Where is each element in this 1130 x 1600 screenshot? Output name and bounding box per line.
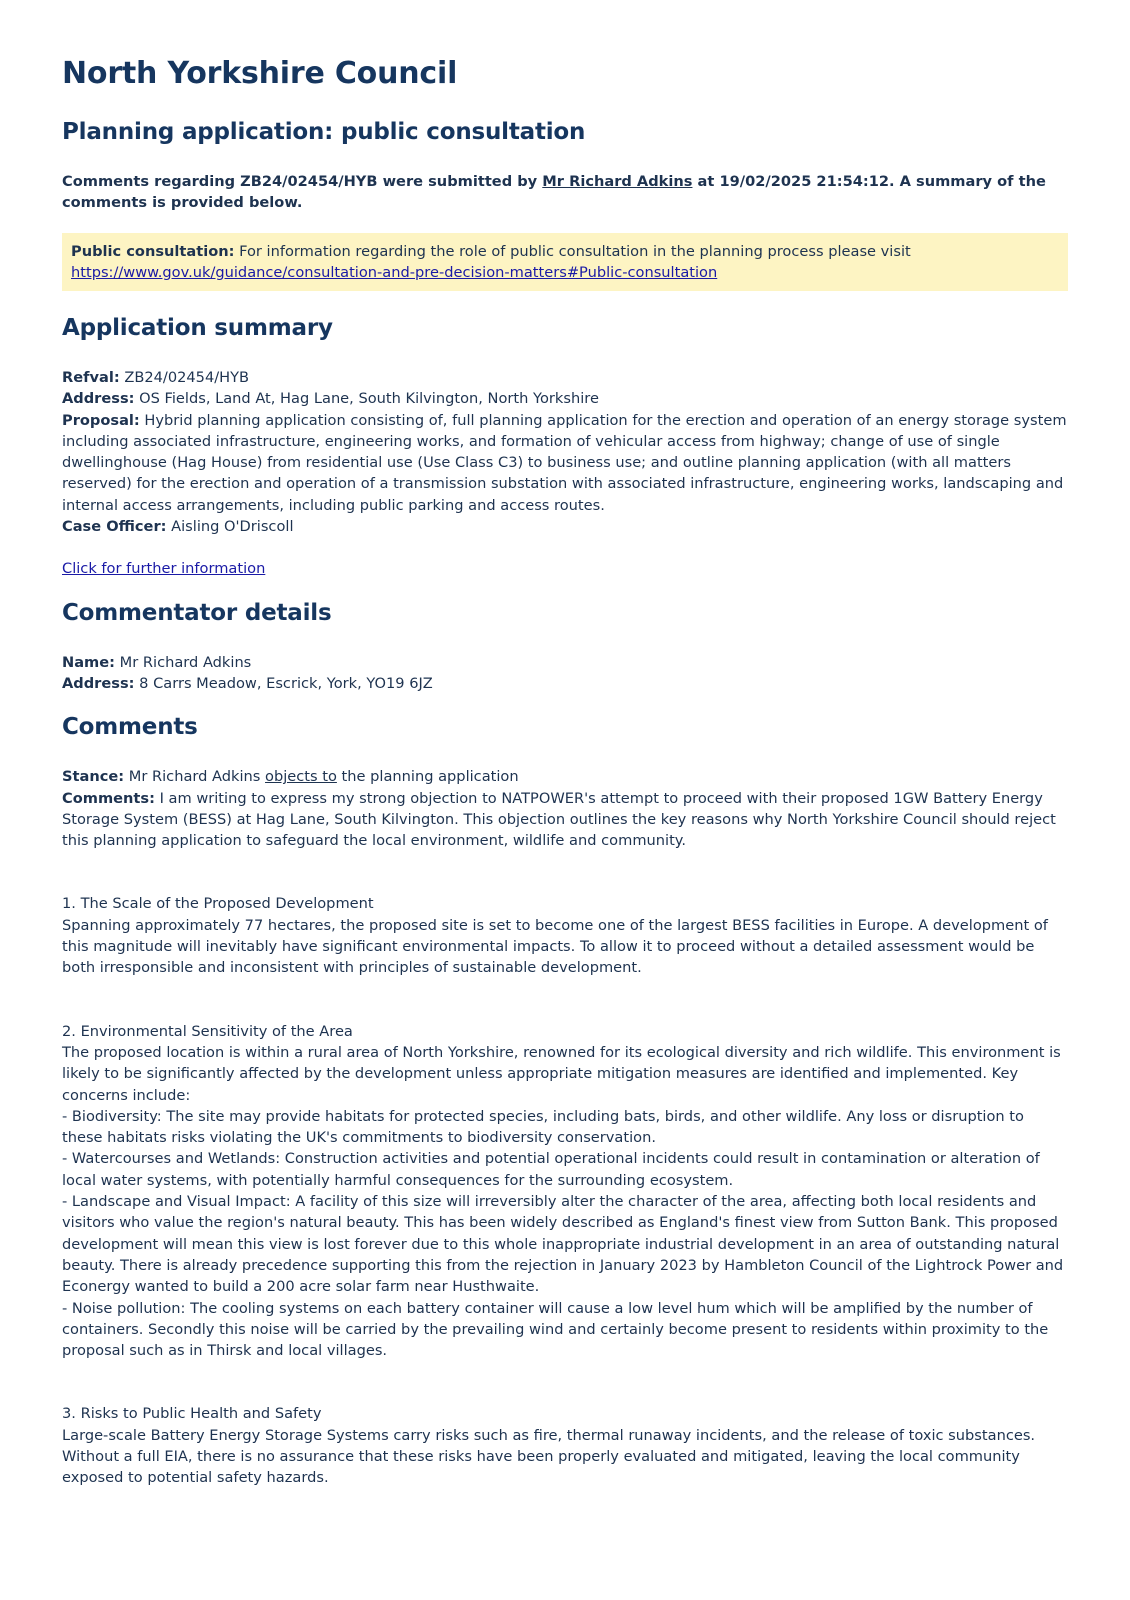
submitter-name-link[interactable]: Mr Richard Adkins xyxy=(542,173,693,190)
consultation-guidance-link[interactable]: https://www.gov.uk/guidance/consultation-and-pre-decision-matters#Public-consultation xyxy=(71,264,718,281)
comments-label: Comments: xyxy=(62,789,155,807)
intro-suffix: at 19/02/2025 21:54:12. A summary of the comments is provided below. xyxy=(62,173,1046,211)
case-officer-value: Aisling O'Driscoll xyxy=(166,518,294,536)
comments-body xyxy=(62,766,1068,1488)
commentator-address-label: Address: xyxy=(62,674,135,692)
stance-name: Mr Richard Adkins xyxy=(124,768,266,786)
address-row xyxy=(62,388,1068,409)
proposal-row xyxy=(62,410,1068,516)
address-value: OS Fields, Land At, Hag Lane, South Kilvington, North Yorkshire xyxy=(134,390,599,408)
stance-label: Stance: xyxy=(62,768,125,786)
notice-text: For information regarding the role of public consultation in the planning process please visit xyxy=(234,243,911,260)
application-summary-heading: Application summary xyxy=(62,315,333,341)
stance-row xyxy=(62,766,1068,787)
section-2-body: The proposed location is within a rural area of North Yorkshire, renowned for its ecological diversity and rich wildlife. This environment is likely to be significantly affected by the development unless appropriate mitigation measures are identified and implemented. Key concerns include: xyxy=(62,1043,1061,1104)
proposal-label: Proposal: xyxy=(62,411,140,429)
section-3-title: 3. Risks to Public Health and Safety xyxy=(62,1405,322,1423)
case-officer-label: Case Officer: xyxy=(62,518,167,536)
commentator-heading: Commentator details xyxy=(62,599,332,626)
address-label: Address: xyxy=(62,390,135,408)
section-2-title: 2. Environmental Sensitivity of the Area xyxy=(62,1022,353,1040)
commentator-details xyxy=(62,652,1068,695)
case-officer-row xyxy=(62,516,1068,537)
section-1-title: 1. The Scale of the Proposed Development xyxy=(62,895,374,913)
notice-label: Public consultation: xyxy=(71,243,235,260)
stance-verb: objects to xyxy=(265,768,337,786)
section-2-bullet-watercourses: - Watercourses and Wetlands: Construction activities and potential operational incidents could result in contamination or alteration of local water systems, with potentially harmful consequences for the surrounding ecosystem. xyxy=(62,1150,1040,1189)
comments-heading: Comments xyxy=(62,714,198,741)
section-3-body: Large-scale Battery Energy Storage Systems carry risks such as fire, thermal runaway incidents, and the release of toxic substances. Without a full EIA, there is no assurance that these risks have been properly evaluated and mitigated, leaving the local community exposed to potential safety hazards. xyxy=(62,1426,1036,1487)
stance-end: the planning application xyxy=(336,768,519,786)
refval-value: ZB24/02454/HYB xyxy=(119,369,250,386)
commentator-name-label: Name: xyxy=(62,653,116,671)
section-2-bullet-noise: - Noise pollution: The cooling systems on each battery container will cause a low level hum which will be amplified by the number of containers. Secondly this noise will be carried by the prevailing wind and certainly become present to residents within proximity to the proposal such as in Thirsk and local villages. xyxy=(62,1299,1049,1360)
spacer xyxy=(62,979,1068,1021)
section-1-body: Spanning approximately 77 hectares, the proposed site is set to become one of the largest BESS facilities in Europe. A development of this magnitude will inevitably have significant environmental impacts. To allow it to proceed without a detailed assessment would be both irresponsible and inconsistent with principles of sustainable development. xyxy=(62,916,1048,977)
comments-intro-row xyxy=(62,788,1068,852)
spacer xyxy=(62,537,1068,558)
commentator-address-row xyxy=(62,673,1068,694)
refval-row xyxy=(62,367,1068,388)
application-summary xyxy=(62,367,1068,580)
commentator-name-row xyxy=(62,652,1068,673)
further-information-link[interactable]: Click for further information xyxy=(62,560,266,578)
submission-intro xyxy=(62,171,1068,213)
refval-label: Refval: xyxy=(62,369,120,386)
commentator-address-value: 8 Carrs Meadow, Escrick, York, YO19 6JZ xyxy=(134,674,433,692)
section-2-bullet-landscape: - Landscape and Visual Impact: A facility of this size will irreversibly alter the character of the area, affecting both local residents and visitors who value the region's natural beauty. This has been widely described as England's finest view from Sutton Bank. This proposed development will mean this view is lost forever due to this whole inappropriate industrial development in an area of outstanding natural beauty. There is already precedence supporting this from the rejection in January 2023 by Hambleton Council of the Lightrock Power and Econergy wanted to build a 200 acre solar farm near Husthwaite. xyxy=(62,1193,1064,1296)
spacer xyxy=(62,1361,1068,1403)
intro-prefix: Comments regarding ZB24/02454/HYB were submitted by xyxy=(62,173,543,190)
spacer xyxy=(62,851,1068,893)
public-consultation-notice xyxy=(62,233,1068,291)
comments-intro: I am writing to express my strong objection to NATPOWER's attempt to proceed with their proposed 1GW Battery Energy Storage System (BESS) at Hag Lane, South Kilvington. This objection outlines the key reasons why North Yorkshire Council should reject this planning application to safeguard the local environment, wildlife and community. xyxy=(62,789,1056,850)
page-heading: Planning application: public consultation xyxy=(62,119,586,145)
proposal-value: Hybrid planning application consisting of, full planning application for the erection and operation of an energy storage system including associated infrastructure, engineering works, and formation of vehicular access from highway; change of use of single dwellinghouse (Hag House) from residential use (Use Class C3) to business use; and outline planning application (with all matters reserved) for the erection and operation of a transmission substation with associated infrastructure, engineering works, landscaping and internal access arrangements, including public parking and access routes. xyxy=(62,411,1067,514)
commentator-name-value: Mr Richard Adkins xyxy=(115,653,252,671)
section-2-bullet-biodiversity: - Biodiversity: The site may provide habitats for protected species, including bats, birds, and other wildlife. Any loss or disruption to these habitats risks violating the UK's commitments to biodiversity conservation. xyxy=(62,1107,1024,1147)
council-title: North Yorkshire Council xyxy=(62,56,458,91)
